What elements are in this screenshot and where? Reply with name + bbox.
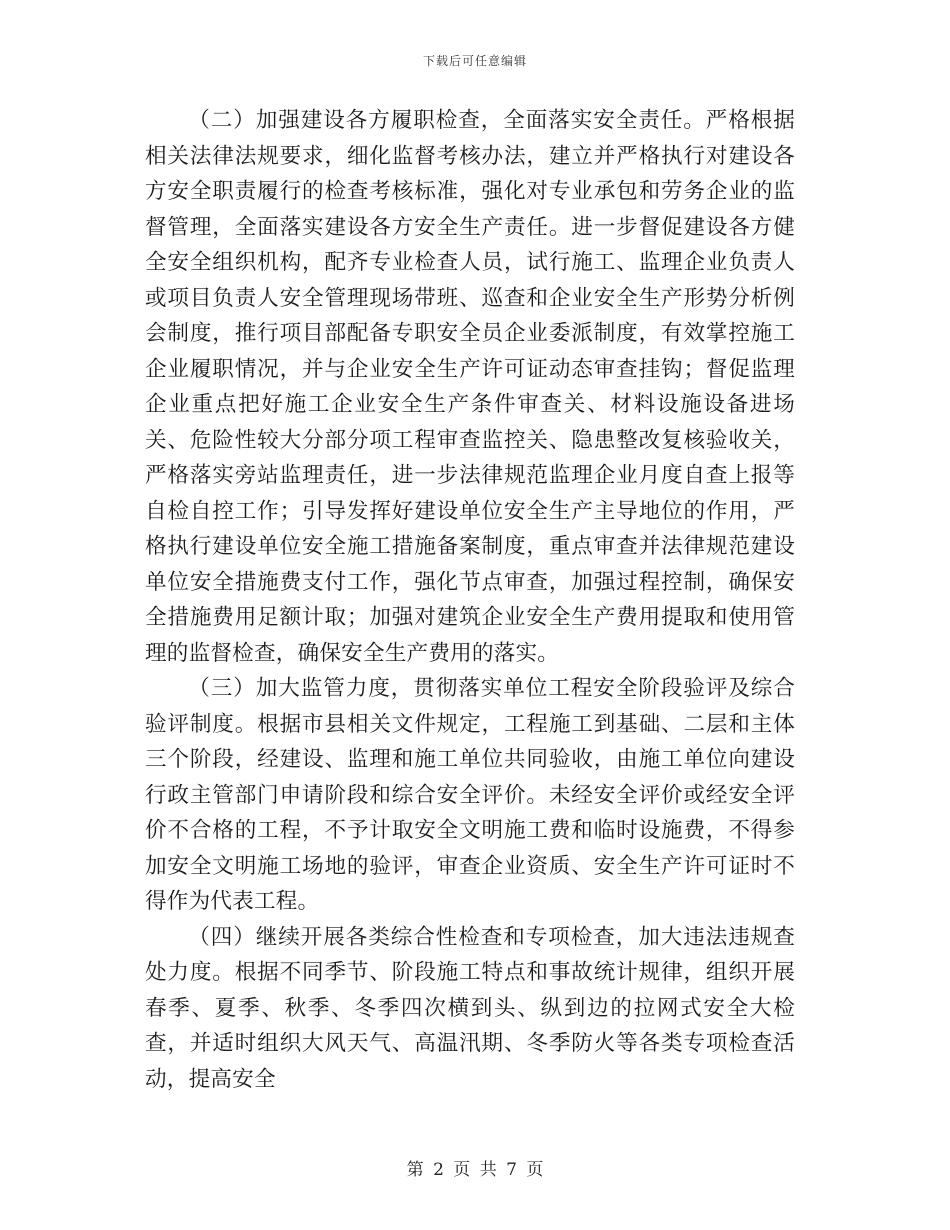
paragraph-2: （二）加强建设各方履职检查，全面落实安全责任。严格根据相关法律法规要求，细化监督考核办法，建立并严格执行对建设各方安全职责履行的检查考核标准，强化对专业承包和劳务企业的监督管理，全面落实建设各方安全生产责任。进一步督促建设各方健全安全组织机构，配齐专业检查人员，试行施工、监理企业负责人或项目负责人安全管理现场带班、巡查和企业安全生产形势分析例会制度，推行项目部配备专职安全员企业委派制度，有效掌控施工企业履职情况，并与企业安全生产许可证动态审查挂钩；督促监理企业重点把好施工企业安全生产条件审查关、材料设施设备进场关、危险性较大分部分项工程审查监控关、隐患整改复核验收关，严格落实旁站监理责任，进一步法律规范监理企业月度自查上报等自检自控工作；引导发挥好建设单位安全生产主导地位的作用，严格执行建设单位安全施工措施备案制度，重点审查并法律规范建设单位安全措施费支付工作，强化节点审查，加强过程控制，确保安全措施费用足额计取；加强对建筑企业安全生产费用提取和使用管理的监督检查，确保安全生产费用的落实。 bbox=[145, 108, 795, 666]
paragraph-4: （四）继续开展各类综合性检查和专项检查，加大违法违规查处力度。根据不同季节、阶段施工特点和事故统计规律，组织开展春季、夏季、秋季、冬季四次横到头、纵到边的拉网式安全大检查，并适时组织大风天气、高温汛期、冬季防火等各类专项检查活动，提高安全 bbox=[145, 924, 795, 1092]
document-body bbox=[145, 103, 795, 1097]
page-header: 下载后可任意编辑 bbox=[422, 54, 527, 68]
paragraph-3: （三）加大监管力度，贯彻落实单位工程安全阶段验评及综合验评制度。根据市县相关文件规定，工程施工到基础、二层和主体三个阶段，经建设、监理和施工单位共同验收，由施工单位向建设行政主管部门申请阶段和综合安全评价。未经安全评价或经安全评价不合格的工程，不予计取安全文明施工费和临时设施费，不得参加安全文明施工场地的验评，审查企业资质、安全生产许可证时不得作为代表工程。 bbox=[145, 676, 795, 914]
page-footer: 第 2 页 共 7 页 bbox=[406, 1160, 544, 1180]
